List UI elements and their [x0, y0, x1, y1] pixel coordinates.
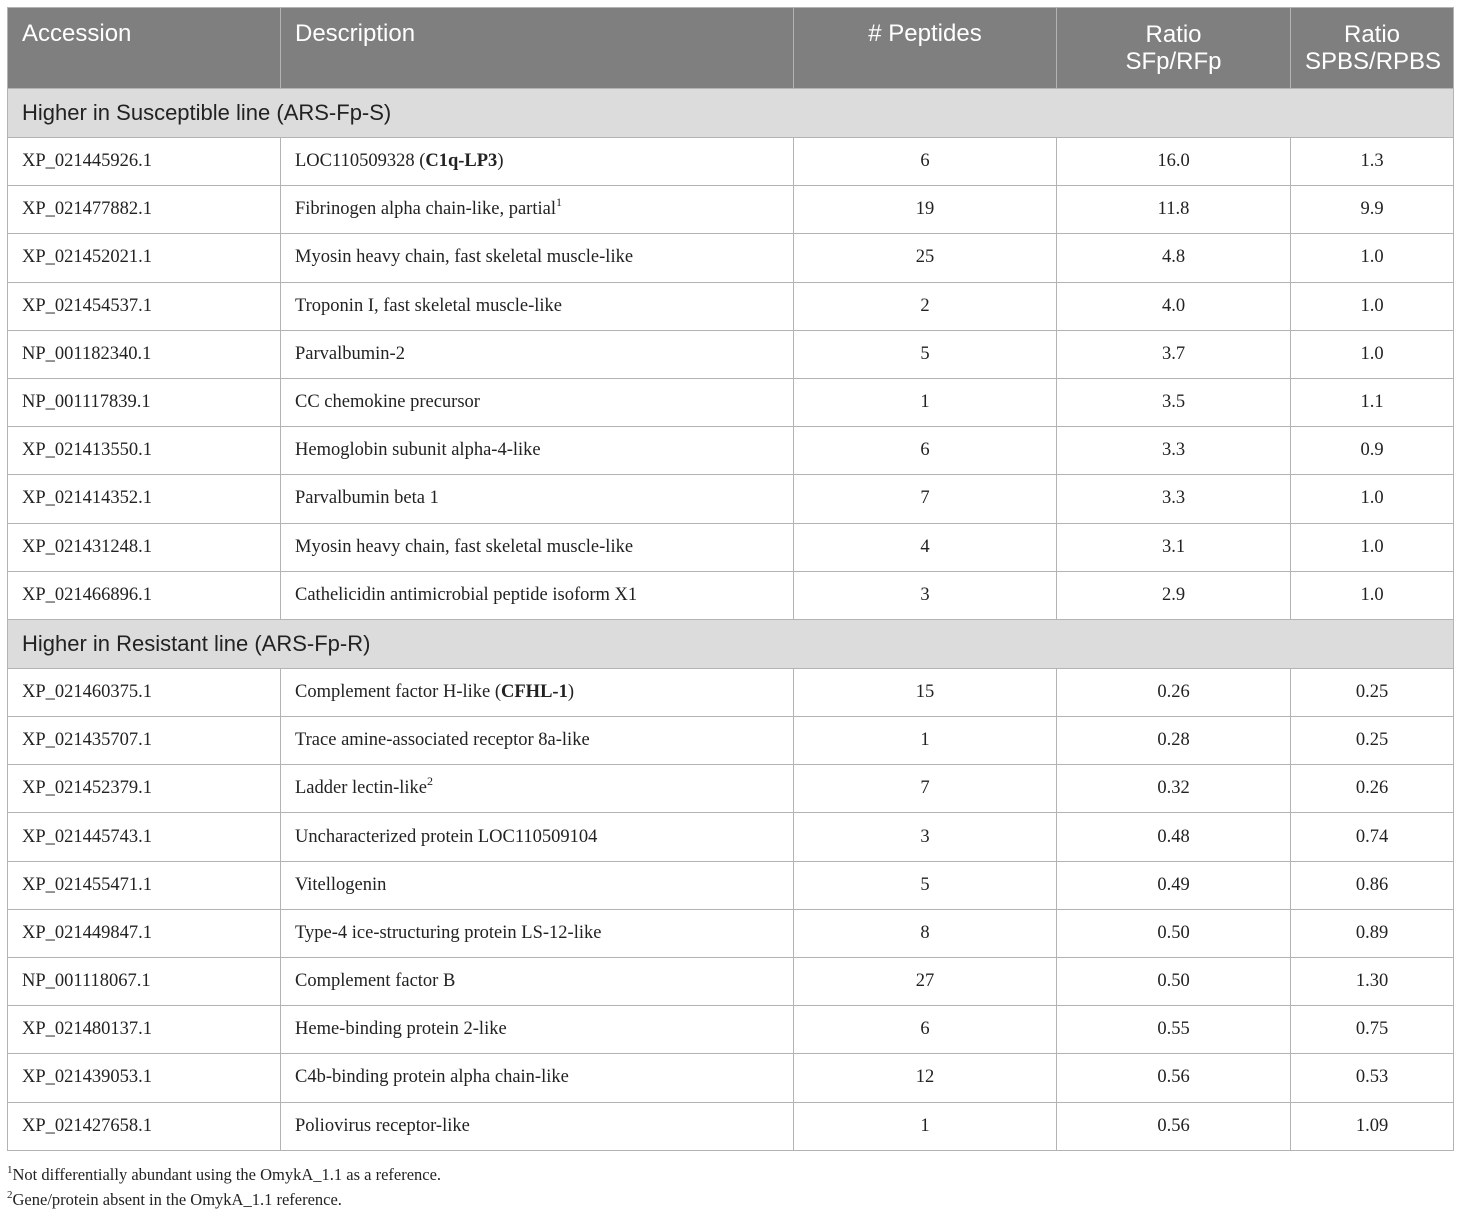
description-cell	[281, 234, 794, 282]
peptides-cell: 8	[794, 909, 1057, 957]
section-title: Higher in Resistant line (ARS-Fp-R)	[8, 619, 1454, 668]
footnote-text: Not differentially abundant using the OmykA_1.1 as a reference.	[12, 1165, 442, 1184]
peptides-cell: 4	[794, 523, 1057, 571]
results-table-container	[7, 7, 1453, 1151]
header-ratio-sfp-rfp	[1057, 8, 1291, 89]
description-cell	[281, 958, 794, 1006]
table-row	[8, 378, 1454, 426]
header-ratio2-line2: SPBS/RPBS	[1305, 48, 1442, 75]
footnote-1	[7, 1162, 441, 1187]
table-row	[8, 282, 1454, 330]
peptides-cell: 1	[794, 717, 1057, 765]
table-row	[8, 186, 1454, 234]
header-ratio2-line1: Ratio	[1343, 21, 1401, 48]
ratio2-cell: 0.25	[1291, 668, 1454, 716]
accession-cell: XP_021427658.1	[8, 1102, 281, 1150]
header-ratio-spbs-rpbs	[1291, 8, 1454, 89]
description-text: Heme-binding protein 2-like	[295, 1019, 507, 1040]
footnote-2	[7, 1187, 441, 1212]
table-row	[8, 813, 1454, 861]
description-cell	[281, 1006, 794, 1054]
table-row	[8, 861, 1454, 909]
peptides-cell: 6	[794, 1006, 1057, 1054]
description-cell	[281, 571, 794, 619]
description-cell	[281, 861, 794, 909]
description-cell	[281, 717, 794, 765]
description-cell	[281, 378, 794, 426]
description-text: Hemoglobin subunit alpha-4-like	[295, 440, 541, 461]
ratio2-cell: 1.0	[1291, 475, 1454, 523]
accession-cell: XP_021466896.1	[8, 571, 281, 619]
peptides-cell: 6	[794, 427, 1057, 475]
peptides-cell: 5	[794, 330, 1057, 378]
peptides-cell: 5	[794, 861, 1057, 909]
description-gene-name: C1q-LP3	[425, 151, 498, 172]
table-row	[8, 958, 1454, 1006]
section-title: Higher in Susceptible line (ARS-Fp-S)	[8, 89, 1454, 138]
table-row	[8, 234, 1454, 282]
peptides-cell: 7	[794, 475, 1057, 523]
accession-cell: XP_021477882.1	[8, 186, 281, 234]
description-text: Myosin heavy chain, fast skeletal muscle-like	[295, 536, 634, 557]
table-row	[8, 571, 1454, 619]
header-ratio1-line1: Ratio	[1145, 21, 1202, 48]
section-row	[8, 619, 1454, 668]
peptides-cell: 3	[794, 813, 1057, 861]
description-gene-name: CFHL-1	[501, 681, 568, 702]
description-text: C4b-binding protein alpha chain-like	[295, 1067, 569, 1088]
description-cell	[281, 909, 794, 957]
description-text: Complement factor H-like (	[295, 681, 502, 702]
accession-cell: XP_021445926.1	[8, 138, 281, 186]
ratio1-cell: 3.1	[1057, 523, 1291, 571]
table-row	[8, 765, 1454, 813]
accession-cell: XP_021454537.1	[8, 282, 281, 330]
description-cell	[281, 138, 794, 186]
description-text: LOC110509328 (	[295, 151, 426, 172]
ratio2-cell: 0.25	[1291, 717, 1454, 765]
ratio1-cell: 2.9	[1057, 571, 1291, 619]
accession-cell: XP_021414352.1	[8, 475, 281, 523]
description-cell	[281, 330, 794, 378]
ratio2-cell: 1.09	[1291, 1102, 1454, 1150]
ratio2-cell: 1.0	[1291, 234, 1454, 282]
header-ratio1-line2: SFp/RFp	[1125, 48, 1222, 75]
table-row	[8, 138, 1454, 186]
peptides-cell: 6	[794, 138, 1057, 186]
ratio1-cell: 0.49	[1057, 861, 1291, 909]
ratio2-cell: 0.89	[1291, 909, 1454, 957]
description-text: Troponin I, fast skeletal muscle-like	[295, 295, 563, 316]
peptides-cell: 1	[794, 1102, 1057, 1150]
ratio2-cell: 1.0	[1291, 282, 1454, 330]
ratio2-cell: 1.1	[1291, 378, 1454, 426]
table-row	[8, 523, 1454, 571]
peptides-cell: 27	[794, 958, 1057, 1006]
footnote-ref: 2	[427, 774, 434, 789]
ratio1-cell: 0.28	[1057, 717, 1291, 765]
description-cell	[281, 765, 794, 813]
peptides-cell: 7	[794, 765, 1057, 813]
description-text: Trace amine-associated receptor 8a-like	[295, 730, 590, 751]
description-text: Myosin heavy chain, fast skeletal muscle-like	[295, 247, 634, 268]
description-text-after: )	[497, 151, 504, 172]
description-cell	[281, 186, 794, 234]
ratio2-cell: 1.0	[1291, 330, 1454, 378]
ratio1-cell: 4.8	[1057, 234, 1291, 282]
peptides-cell: 12	[794, 1054, 1057, 1102]
description-cell	[281, 1102, 794, 1150]
ratio1-cell: 11.8	[1057, 186, 1291, 234]
ratio1-cell: 3.3	[1057, 475, 1291, 523]
accession-cell: XP_021413550.1	[8, 427, 281, 475]
peptides-cell: 3	[794, 571, 1057, 619]
ratio1-cell: 3.3	[1057, 427, 1291, 475]
table-row	[8, 717, 1454, 765]
description-cell	[281, 523, 794, 571]
ratio1-cell: 3.5	[1057, 378, 1291, 426]
accession-cell: XP_021445743.1	[8, 813, 281, 861]
description-cell	[281, 1054, 794, 1102]
accession-cell: XP_021452021.1	[8, 234, 281, 282]
header-accession: Accession	[8, 8, 281, 89]
ratio2-cell: 9.9	[1291, 186, 1454, 234]
description-cell	[281, 668, 794, 716]
peptides-cell: 25	[794, 234, 1057, 282]
ratio1-cell: 0.55	[1057, 1006, 1291, 1054]
accession-cell: NP_001117839.1	[8, 378, 281, 426]
accession-cell: XP_021435707.1	[8, 717, 281, 765]
accession-cell: XP_021431248.1	[8, 523, 281, 571]
ratio1-cell: 0.48	[1057, 813, 1291, 861]
header-peptides: # Peptides	[794, 8, 1057, 89]
table-row	[8, 1102, 1454, 1150]
accession-cell: XP_021452379.1	[8, 765, 281, 813]
ratio2-cell: 1.3	[1291, 138, 1454, 186]
ratio1-cell: 0.26	[1057, 668, 1291, 716]
ratio2-cell: 1.30	[1291, 958, 1454, 1006]
ratio1-cell: 3.7	[1057, 330, 1291, 378]
peptides-cell: 2	[794, 282, 1057, 330]
ratio2-cell: 1.0	[1291, 571, 1454, 619]
description-text: Complement factor B	[295, 971, 456, 992]
ratio1-cell: 16.0	[1057, 138, 1291, 186]
results-table	[7, 7, 1454, 1151]
footnotes	[7, 1162, 441, 1212]
peptides-cell: 19	[794, 186, 1057, 234]
header-description: Description	[281, 8, 794, 89]
accession-cell: NP_001182340.1	[8, 330, 281, 378]
table-row	[8, 909, 1454, 957]
footnote-ref: 1	[555, 195, 562, 210]
table-row	[8, 668, 1454, 716]
peptides-cell: 15	[794, 668, 1057, 716]
ratio2-cell: 0.74	[1291, 813, 1454, 861]
table-header	[8, 8, 1454, 89]
description-text-after: )	[567, 681, 574, 702]
table-row	[8, 330, 1454, 378]
accession-cell: XP_021449847.1	[8, 909, 281, 957]
description-text: Fibrinogen alpha chain-like, partial	[295, 199, 556, 220]
ratio2-cell: 0.53	[1291, 1054, 1454, 1102]
description-text: Type-4 ice-structuring protein LS-12-like	[295, 922, 602, 943]
description-cell	[281, 475, 794, 523]
accession-cell: XP_021460375.1	[8, 668, 281, 716]
table-row	[8, 427, 1454, 475]
description-text: Ladder lectin-like	[295, 778, 428, 799]
ratio1-cell: 0.32	[1057, 765, 1291, 813]
description-text: Poliovirus receptor-like	[295, 1115, 470, 1136]
ratio2-cell: 0.9	[1291, 427, 1454, 475]
header-row	[8, 8, 1454, 89]
footnote-mark: 1	[7, 1164, 13, 1176]
footnote-mark: 2	[7, 1189, 13, 1201]
ratio2-cell: 1.0	[1291, 523, 1454, 571]
footnote-text: Gene/protein absent in the OmykA_1.1 reference.	[12, 1190, 342, 1209]
ratio2-cell: 0.26	[1291, 765, 1454, 813]
description-text: CC chemokine precursor	[295, 392, 480, 413]
accession-cell: XP_021455471.1	[8, 861, 281, 909]
description-text: Uncharacterized protein LOC110509104	[295, 826, 598, 847]
accession-cell: XP_021480137.1	[8, 1006, 281, 1054]
table-row	[8, 475, 1454, 523]
ratio1-cell: 0.56	[1057, 1054, 1291, 1102]
section-row	[8, 89, 1454, 138]
accession-cell: XP_021439053.1	[8, 1054, 281, 1102]
ratio1-cell: 0.50	[1057, 958, 1291, 1006]
description-cell	[281, 282, 794, 330]
description-text: Parvalbumin beta 1	[295, 488, 439, 509]
ratio1-cell: 0.56	[1057, 1102, 1291, 1150]
description-text: Parvalbumin-2	[295, 343, 405, 364]
description-text: Vitellogenin	[295, 874, 387, 895]
ratio1-cell: 0.50	[1057, 909, 1291, 957]
description-cell	[281, 427, 794, 475]
table-row	[8, 1054, 1454, 1102]
accession-cell: NP_001118067.1	[8, 958, 281, 1006]
ratio2-cell: 0.75	[1291, 1006, 1454, 1054]
peptides-cell: 1	[794, 378, 1057, 426]
description-cell	[281, 813, 794, 861]
ratio2-cell: 0.86	[1291, 861, 1454, 909]
table-row	[8, 1006, 1454, 1054]
description-text: Cathelicidin antimicrobial peptide isoform X1	[295, 584, 638, 605]
ratio1-cell: 4.0	[1057, 282, 1291, 330]
table-body	[8, 89, 1454, 1151]
